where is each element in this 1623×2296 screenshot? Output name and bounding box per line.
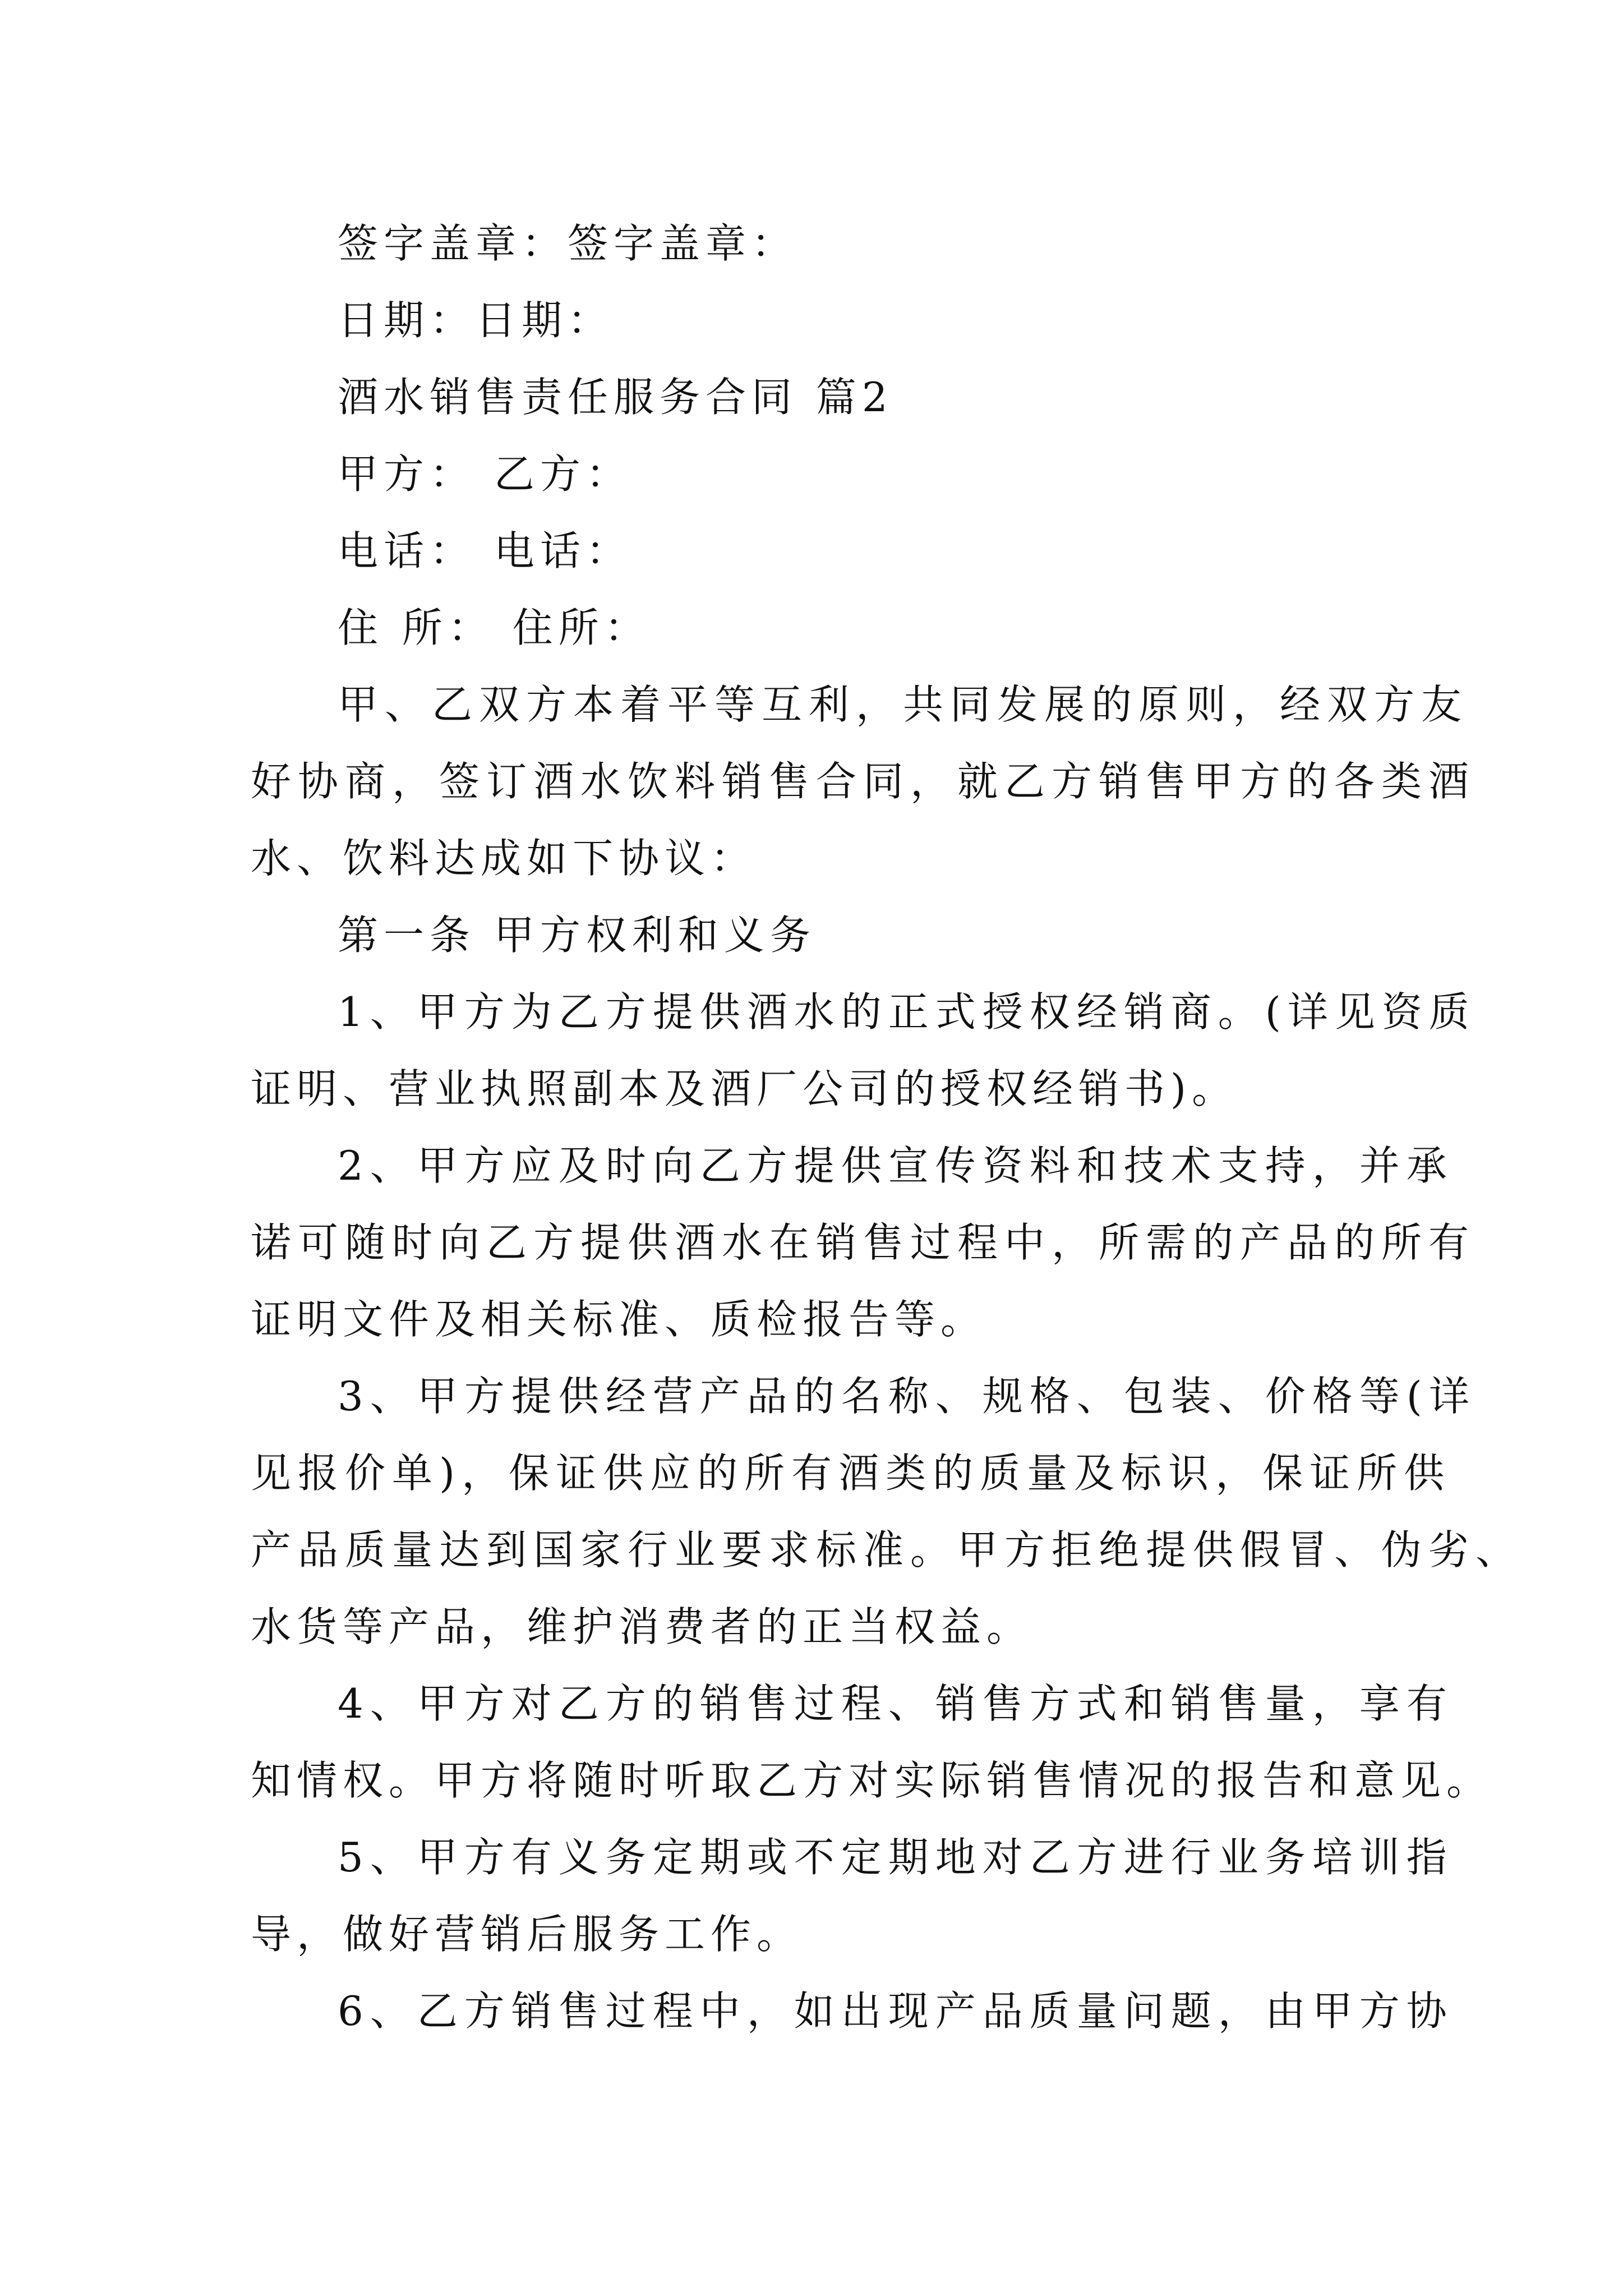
phone-line: 电话： 电话： xyxy=(338,527,632,574)
intro-paragraph-line-1: 甲、乙双方本着平等互利，共同发展的原则，经双方友 xyxy=(338,681,1469,728)
clause-3-line-1: 3、甲方提供经营产品的名称、规格、包装、价格等(详 xyxy=(338,1373,1476,1420)
clause-2-line-1: 2、甲方应及时向乙方提供宣传资料和技术支持，并承 xyxy=(338,1142,1454,1189)
clause-3-line-3: 产品质量达到国家行业要求标准。甲方拒绝提供假冒、伪劣、 xyxy=(251,1526,1523,1573)
clause-4-line-1: 4、甲方对乙方的销售过程、销售方式和销售量，享有 xyxy=(338,1680,1454,1727)
clause-3-line-4: 水货等产品，维护消费者的正当权益。 xyxy=(251,1603,1033,1650)
article-one-heading: 第一条 甲方权利和义务 xyxy=(338,912,816,959)
contract-title: 酒水销售责任服务合同 篇2 xyxy=(338,374,893,421)
clause-1-line-2: 证明、营业执照副本及酒厂公司的授权经销书)。 xyxy=(251,1065,1238,1112)
clause-4-line-2: 知情权。甲方将随时听取乙方对实际销售情况的报告和意见。 xyxy=(251,1757,1493,1804)
intro-paragraph-line-3: 水、饮料达成如下协议： xyxy=(251,835,757,882)
clause-6-line-1: 6、乙方销售过程中，如出现产品质量问题，由甲方协 xyxy=(338,1987,1454,2035)
date-line: 日期：日期： xyxy=(338,297,614,344)
clause-2-line-3: 证明文件及相关标准、质检报告等。 xyxy=(251,1296,987,1343)
clause-5-line-2: 导，做好营销后服务工作。 xyxy=(251,1911,803,1958)
address-line: 住 所： 住所： xyxy=(338,604,651,651)
clause-1-line-1: 1、甲方为乙方提供酒水的正式授权经销商。(详见资质 xyxy=(338,988,1476,1036)
signature-line: 签字盖章：签字盖章： xyxy=(338,220,798,267)
clause-3-line-2: 见报价单)，保证供应的所有酒类的质量及标识，保证所供 xyxy=(251,1450,1451,1497)
party-line: 甲方： 乙方： xyxy=(338,450,632,498)
intro-paragraph-line-2: 好协商，签订酒水饮料销售合同，就乙方销售甲方的各类酒 xyxy=(251,758,1476,805)
clause-2-line-2: 诺可随时向乙方提供酒水在销售过程中，所需的产品的所有 xyxy=(251,1219,1476,1266)
clause-5-line-1: 5、甲方有义务定期或不定期地对乙方进行业务培训指 xyxy=(338,1834,1454,1881)
